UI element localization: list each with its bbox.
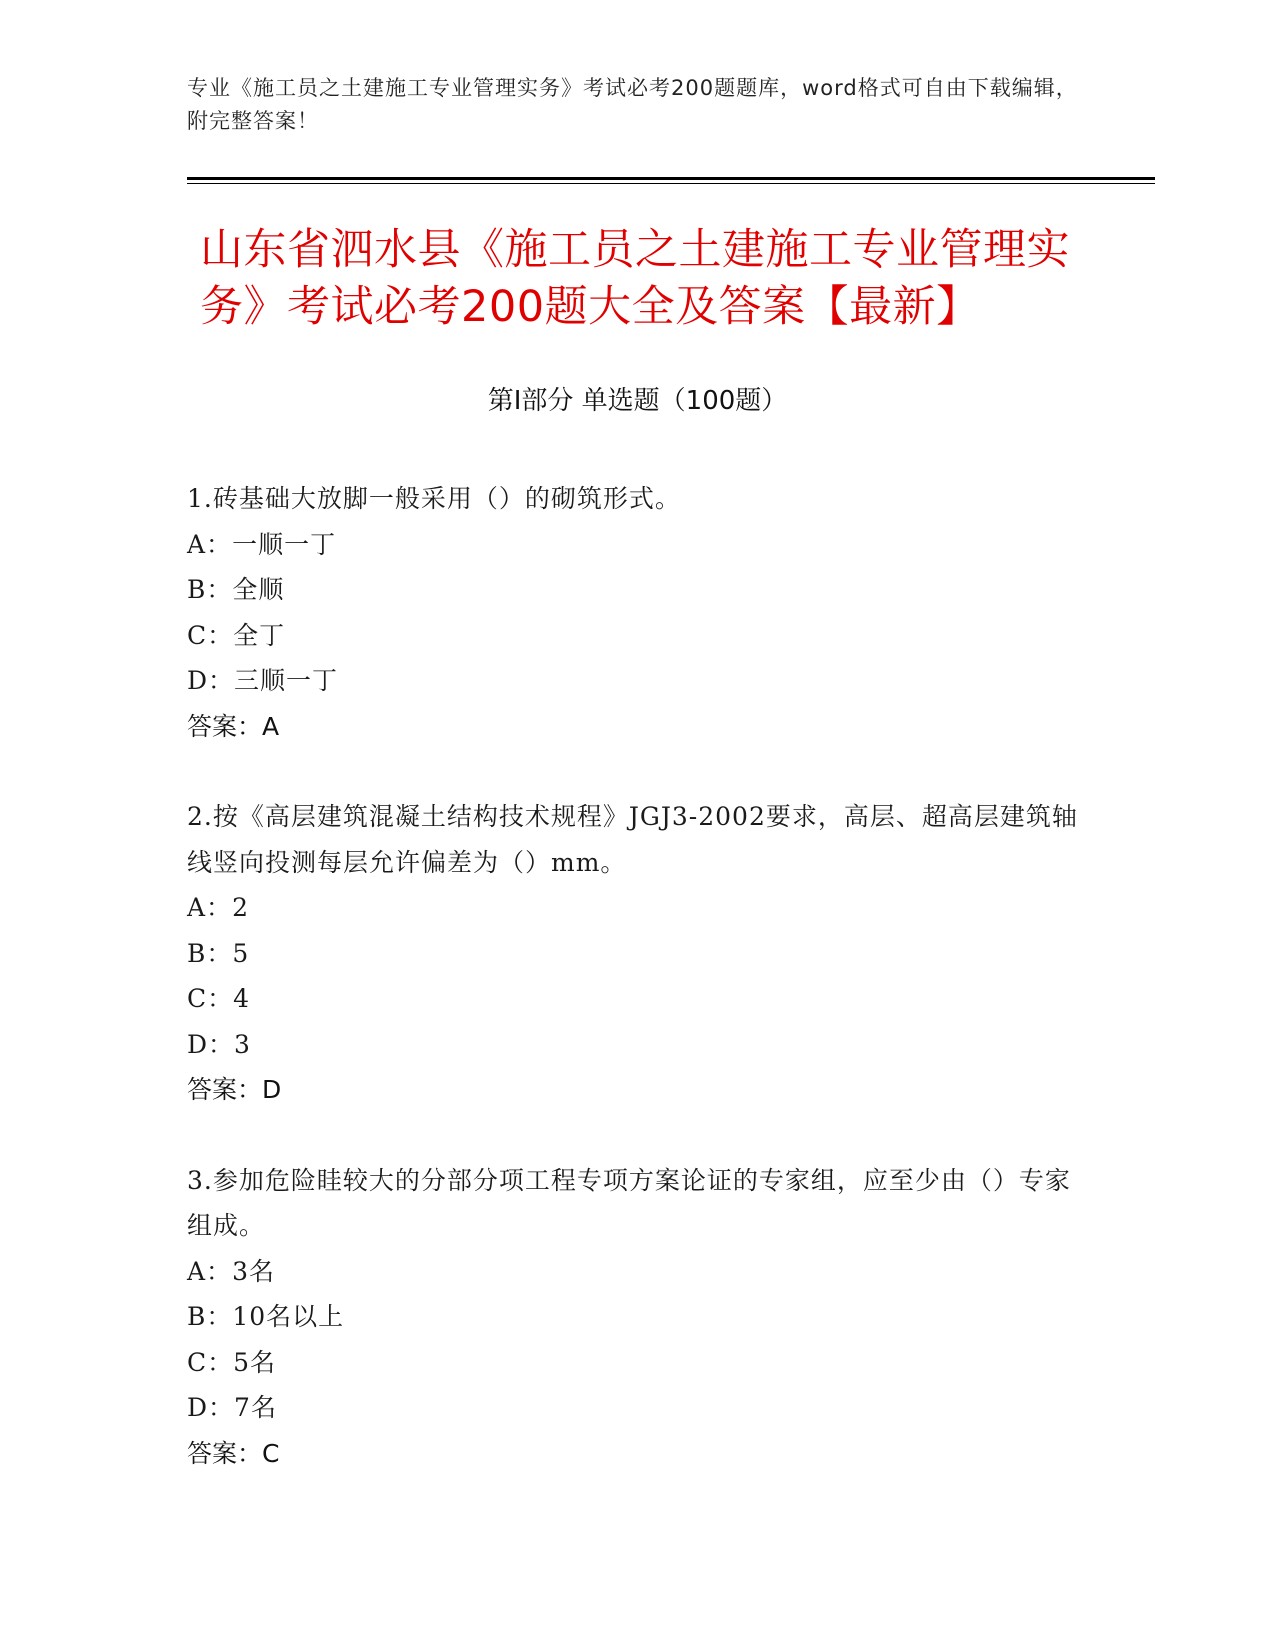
option-letter: A： bbox=[187, 893, 233, 922]
header-divider-thick bbox=[187, 177, 1155, 180]
option-text: 全丁 bbox=[233, 620, 286, 650]
option-letter: B： bbox=[187, 938, 233, 968]
question-list bbox=[187, 476, 1087, 1521]
option-letter: C： bbox=[187, 984, 234, 1013]
answer-line: 答案：A bbox=[187, 711, 280, 741]
option-letter: A： bbox=[187, 529, 233, 559]
option-text: 一顺一丁 bbox=[232, 529, 337, 559]
option-text: 4 bbox=[233, 984, 251, 1013]
option-text: 7名 bbox=[234, 1393, 277, 1422]
header-divider-thin bbox=[187, 183, 1155, 184]
option-d bbox=[187, 1022, 1087, 1068]
option-letter: D： bbox=[187, 666, 235, 695]
header-note: 专业《施工员之土建施工专业管理实务》考试必考200题题库，word格式可自由下载编辑，附完整答案！ bbox=[187, 76, 1078, 133]
option-d bbox=[187, 1385, 1087, 1431]
option-letter: A： bbox=[187, 1256, 233, 1286]
section-title: 第I部分 单选题（100题） bbox=[487, 386, 788, 416]
question-stem: 1.砖基础大放脚一般采用（）的砌筑形式。 bbox=[187, 484, 681, 513]
answer-line: 答案：D bbox=[187, 1075, 282, 1104]
option-c bbox=[187, 976, 1087, 1022]
option-c bbox=[187, 1340, 1087, 1386]
question-stem: 2.按《高层建筑混凝土结构技术规程》JGJ3-2002要求，高层、超高层建筑轴线竖向投测每层允许偏差为（）mm。 bbox=[187, 802, 1078, 877]
option-b bbox=[187, 931, 1087, 977]
option-d bbox=[187, 658, 1087, 704]
option-letter: D： bbox=[187, 1029, 235, 1059]
question-stem: 3.参加危险眭较大的分部分项工程专项方案论证的专家组，应至少由（）专家组成。 bbox=[187, 1165, 1071, 1240]
option-text: 全顺 bbox=[232, 575, 285, 604]
option-c bbox=[187, 613, 1087, 659]
option-text: 3名 bbox=[232, 1256, 275, 1286]
document-title: 山东省泗水县《施工员之土建施工专业管理实务》考试必考200题大全及答案【最新】 bbox=[200, 225, 1070, 332]
question-1 bbox=[187, 476, 1087, 749]
option-a bbox=[187, 1249, 1087, 1295]
option-text: 5名 bbox=[233, 1347, 277, 1377]
option-text: 3 bbox=[234, 1029, 251, 1059]
option-text: 10名以上 bbox=[232, 1302, 345, 1331]
question-3 bbox=[187, 1158, 1087, 1477]
option-b bbox=[187, 1294, 1087, 1340]
option-letter: B： bbox=[187, 1302, 233, 1331]
option-a bbox=[187, 522, 1087, 568]
option-text: 三顺一丁 bbox=[234, 666, 339, 695]
option-letter: C： bbox=[187, 620, 234, 650]
option-letter: D： bbox=[187, 1393, 235, 1422]
answer-line: 答案：C bbox=[187, 1438, 280, 1468]
option-letter: B： bbox=[187, 575, 233, 604]
option-text: 5 bbox=[232, 938, 250, 968]
question-2 bbox=[187, 794, 1087, 1113]
option-letter: C： bbox=[187, 1347, 234, 1377]
option-text: 2 bbox=[232, 893, 249, 922]
option-a bbox=[187, 885, 1087, 931]
option-b bbox=[187, 567, 1087, 613]
